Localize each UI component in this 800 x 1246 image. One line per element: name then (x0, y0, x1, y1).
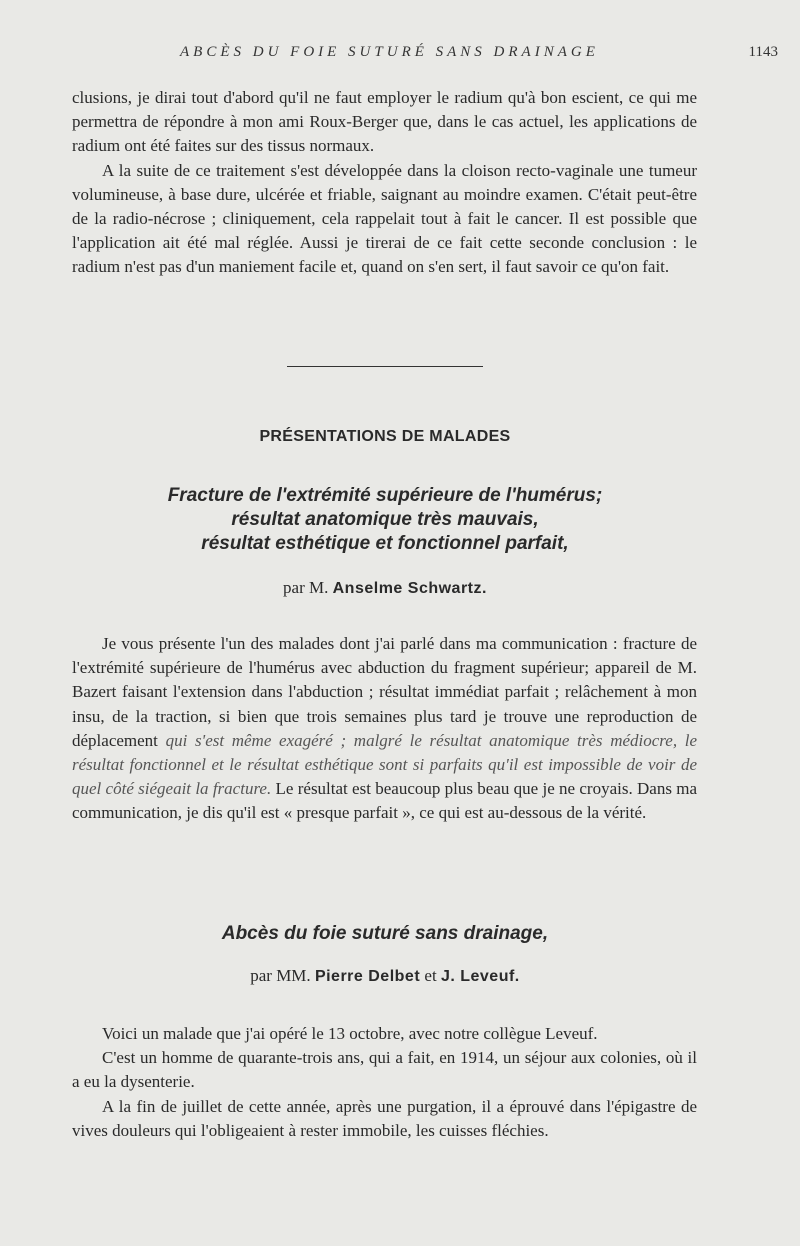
italic-text-run: qui s'est même exagéré ; malgré le résultat anatomique très médiocre, le résultat fonctionnel et le résultat esthétique sont si parfaits qu'il est impossible de voir de quel côté siégeait la fracture. (72, 730, 697, 799)
paragraph: C'est un homme de quarante-trois ans, qui a fait, en 1914, un séjour aux colonies, où il a eu la dysenterie. (72, 1048, 697, 1092)
byline-prefix: par MM. (250, 966, 311, 985)
paragraph: Voici un malade que j'ai opéré le 13 octobre, avec notre collègue Leveuf. (102, 1024, 598, 1043)
author-name: J. Leveuf. (440, 968, 520, 985)
section-divider (287, 366, 483, 367)
text-run: Le résultat est beaucoup plus beau que je ne croyais. Dans ma communication, je dis qu'il est « presque parfait », ce qui est au-dessous de la vérité. (72, 779, 697, 823)
previous-article-text (72, 86, 697, 280)
page-number: 1143 (748, 44, 778, 60)
byline (0, 578, 770, 598)
article-body (72, 632, 697, 826)
title-line: résultat anatomique très mauvais, (231, 509, 539, 530)
text-run: Je vous présente l'un des malades dont j'ai parlé dans ma communication : fracture de l'extrémité supérieure de l'humérus avec abduction du fragment supérieur; appareil de M. Bazert faisant l'extension dans l'abduction ; résultat immédiat parfait ; relâchement à mon insu, de la traction, si bien que trois semaines plus tard je trouve une reproduction de déplacement (72, 634, 697, 750)
byline-prefix: par M. (283, 578, 329, 597)
paragraph (72, 632, 697, 826)
paragraph: A la fin de juillet de cette année, après une purgation, il a éprouvé dans l'épigastre de vives douleurs qui l'obligeaient à rester immobile, les cuisses fléchies. (72, 1096, 697, 1140)
byline (0, 966, 770, 986)
running-head: ABCÈS DU FOIE SUTURÉ SANS DRAINAGE (180, 44, 599, 60)
article-title (0, 922, 770, 946)
title-line: Fracture de l'extrémité supérieure de l'humérus; (167, 485, 603, 506)
author-name: Pierre Delbet (314, 968, 421, 985)
section-heading: PRÉSENTATIONS DE MALADES (259, 428, 511, 445)
byline-and: et (424, 966, 437, 985)
article-body (72, 1022, 697, 1143)
author-name: Anselme Schwartz. (332, 580, 487, 597)
paragraph: clusions, je dirai tout d'abord qu'il ne faut employer le radium qu'à bon escient, ce qui me permettra de répondre à mon ami Roux-Berger que, dans le cas actuel, les applications de radium ont été faites sur des tissus normaux. (72, 88, 697, 156)
paragraph: A la suite de ce traitement s'est développée dans la cloison recto-vaginale une tumeur volumineuse, à base dure, ulcérée et friable, saignant au moindre examen. C'était peut-être de la radio-nécrose ; cliniquement, cela rappelait tout à fait le cancer. Il est possible que l'application ait été mal réglée. Aussi je tirerai de ce fait cette seconde conclusion : le radium n'est pas d'un maniement facile et, quand on s'en sert, il faut savoir ce qu'on fait. (72, 160, 697, 277)
article-title (0, 484, 770, 556)
title-line: Abcès du foie suturé sans drainage, (221, 923, 549, 944)
title-line: résultat esthétique et fonctionnel parfait, (201, 533, 569, 554)
